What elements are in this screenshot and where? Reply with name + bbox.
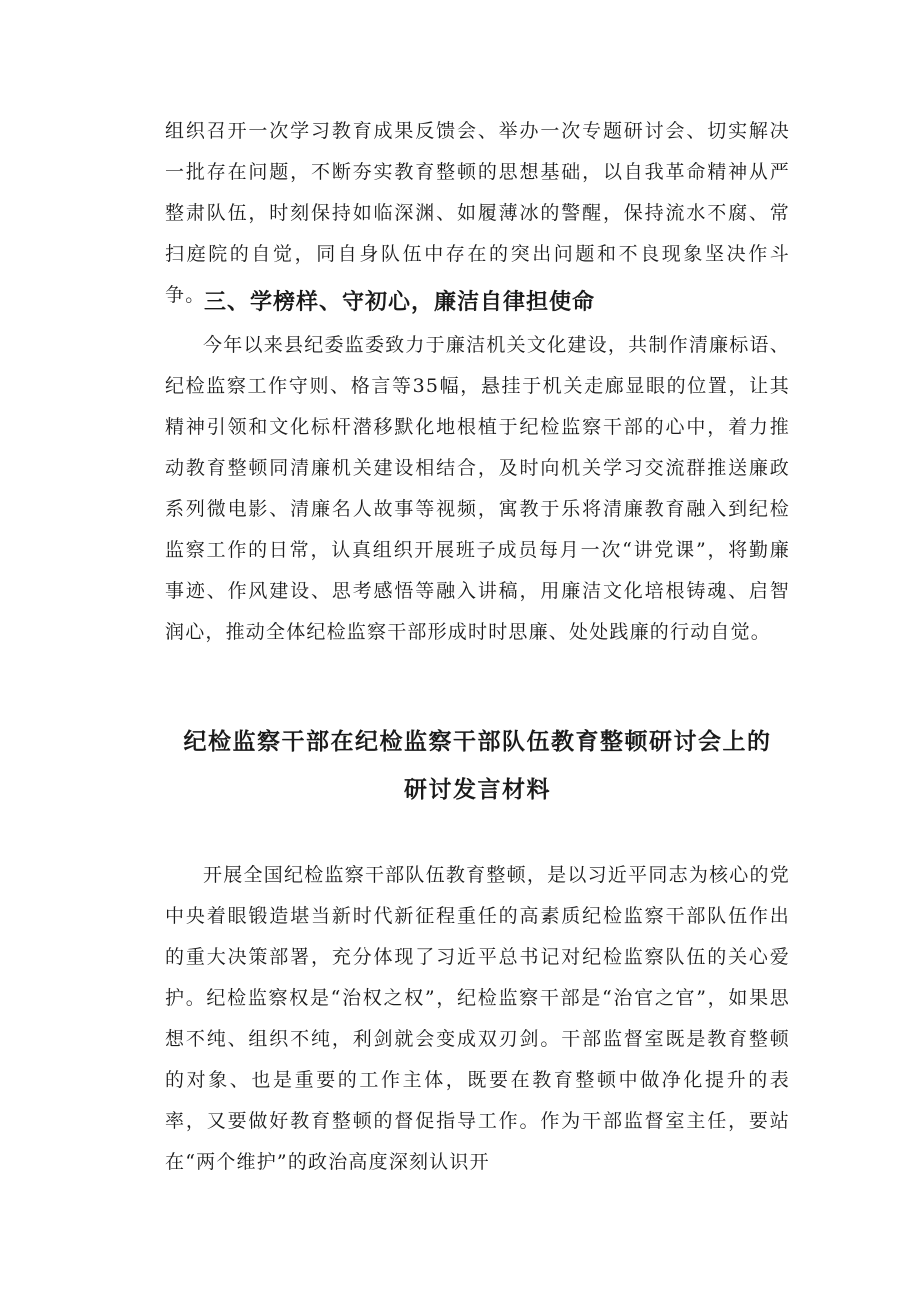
body-paragraph: 今年以来县纪委监委致力于廉洁机关文化建设，共制作清廉标语、纪检监察工作守则、格言等35幅，悬挂于机关走廊显眼的位置，让其精神引领和文化标杆潜移默化地根植于纪检监察干部的心中，着力推动教育整顿同清廉机关建设相结合，及时向机关学习交流群推送廉政系列微电影、清廉名人故事等视频，寓教于乐将清廉教育融入到纪检监察工作的日常，认真组织开展班子成员每月一次“讲党课”，将勤廉事迹、作风建设、思考感悟等融入讲稿，用廉洁文化培根铸魂、启智润心，推动全体纪检监察干部形成时时思廉、处处践廉的行动自觉。 bbox=[165, 334, 790, 643]
body-paragraph: 开展全国纪检监察干部队伍教育整顿，是以习近平同志为核心的党中央着眼锻造堪当新时代新征程重任的高素质纪检监察干部队伍作出的重大决策部署，充分体现了习近平总书记对纪检监察队伍的关心爱护。纪检监察权是“治权之权”，纪检监察干部是“治官之官”，如果思想不纯、组织不纯，利剑就会变成双刃剑。干部监督室既是教育整顿的对象、也是重要的工作主体，既要在教育整顿中做净化提升的表率，又要做好教育整顿的督促指导工作。作为干部监督室主任，要站在“两个维护”的政治高度深刻认识开 bbox=[165, 864, 790, 1173]
article-title-line-1: 纪检监察干部在纪检监察干部队伍教育整顿研讨会上的 bbox=[183, 729, 772, 755]
section-heading: 三、学榜样、守初心，廉洁自律担使命 bbox=[204, 290, 596, 315]
body-paragraph: 组织召开一次学习教育成果反馈会、举办一次专题研讨会、切实解决一批存在问题，不断夯实教育整顿的思想基础，以自我革命精神从严整肃队伍，时刻保持如临深渊、如履薄冰的警醒，保持流水不腐、常扫庭院的自觉，同自身队伍中存在的突出问题和不良现象坚决作斗争。 bbox=[165, 120, 790, 306]
article-title-line-2: 研讨发言材料 bbox=[404, 777, 551, 803]
